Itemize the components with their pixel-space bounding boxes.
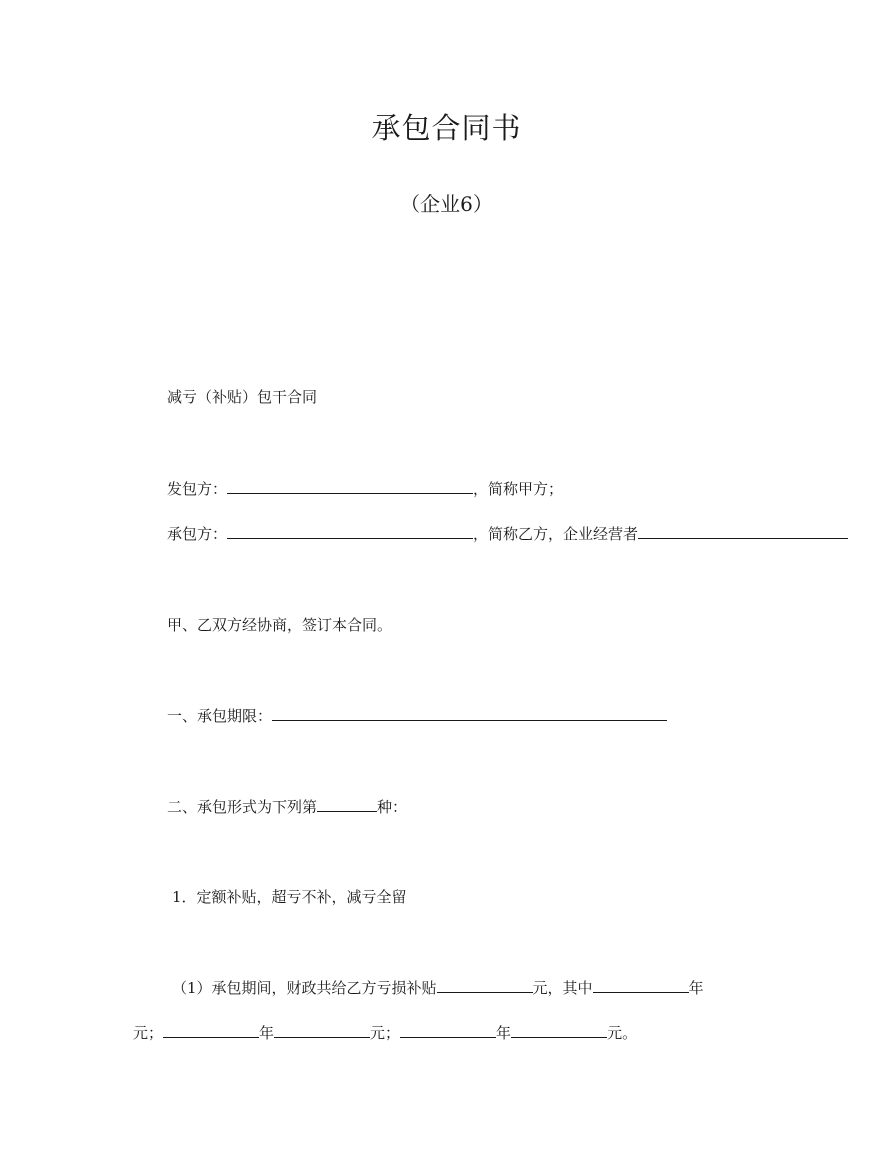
subsidy-prefix: （1）承包期间，财政共给乙方亏损补贴	[172, 979, 437, 997]
issuer-suffix: ，简称甲方；	[473, 480, 564, 498]
amount2-blank[interactable]	[274, 1022, 370, 1038]
subsidy-year1-blank[interactable]	[593, 977, 689, 993]
form-line	[167, 796, 407, 818]
subsidy-total-blank[interactable]	[437, 977, 533, 993]
contract-name	[167, 386, 317, 408]
option1-line	[172, 886, 407, 908]
year3-blank[interactable]	[400, 1022, 496, 1038]
contractor-suffix: ，简称乙方，企业经营者	[473, 525, 639, 543]
yuan-semicolon: 元；	[370, 1024, 401, 1042]
form-suffix: 种：	[377, 798, 408, 816]
document-subtitle: （企业6）	[400, 192, 493, 216]
yuan-period: 元。	[607, 1024, 638, 1042]
contractor-line	[167, 523, 848, 545]
subsidy-continuation-line	[133, 1022, 637, 1044]
agreement-text: 甲、乙双方经协商，签订本合同。	[167, 616, 393, 634]
issuer-label: 发包方：	[167, 480, 228, 498]
subsidy-line	[172, 977, 704, 999]
issuer-line	[167, 478, 563, 500]
year-word-2: 年	[259, 1024, 275, 1042]
option1-title: 1．定额补贴，超亏不补，减亏全留	[172, 888, 407, 906]
issuer-blank[interactable]	[227, 478, 473, 494]
term-line	[167, 705, 667, 727]
year-word-3: 年	[496, 1024, 512, 1042]
agreement-line	[167, 614, 392, 636]
form-number-blank[interactable]	[317, 796, 377, 812]
amount1-blank[interactable]	[163, 1022, 259, 1038]
contractor-blank[interactable]	[227, 523, 473, 539]
document-title: 承包合同书	[371, 111, 522, 145]
contract-name-text: 减亏（补贴）包干合同	[167, 388, 318, 406]
term-label: 一、承包期限：	[167, 707, 273, 725]
contractor-label: 承包方：	[167, 525, 228, 543]
term-blank[interactable]	[272, 705, 667, 721]
continuation-start: 元；	[133, 1024, 164, 1042]
manager-blank[interactable]	[638, 523, 848, 539]
subsidy-unit: 元，其中	[532, 979, 593, 997]
form-prefix: 二、承包形式为下列第	[167, 798, 318, 816]
subsidy-year-word: 年	[688, 979, 704, 997]
amount3-blank[interactable]	[511, 1022, 607, 1038]
